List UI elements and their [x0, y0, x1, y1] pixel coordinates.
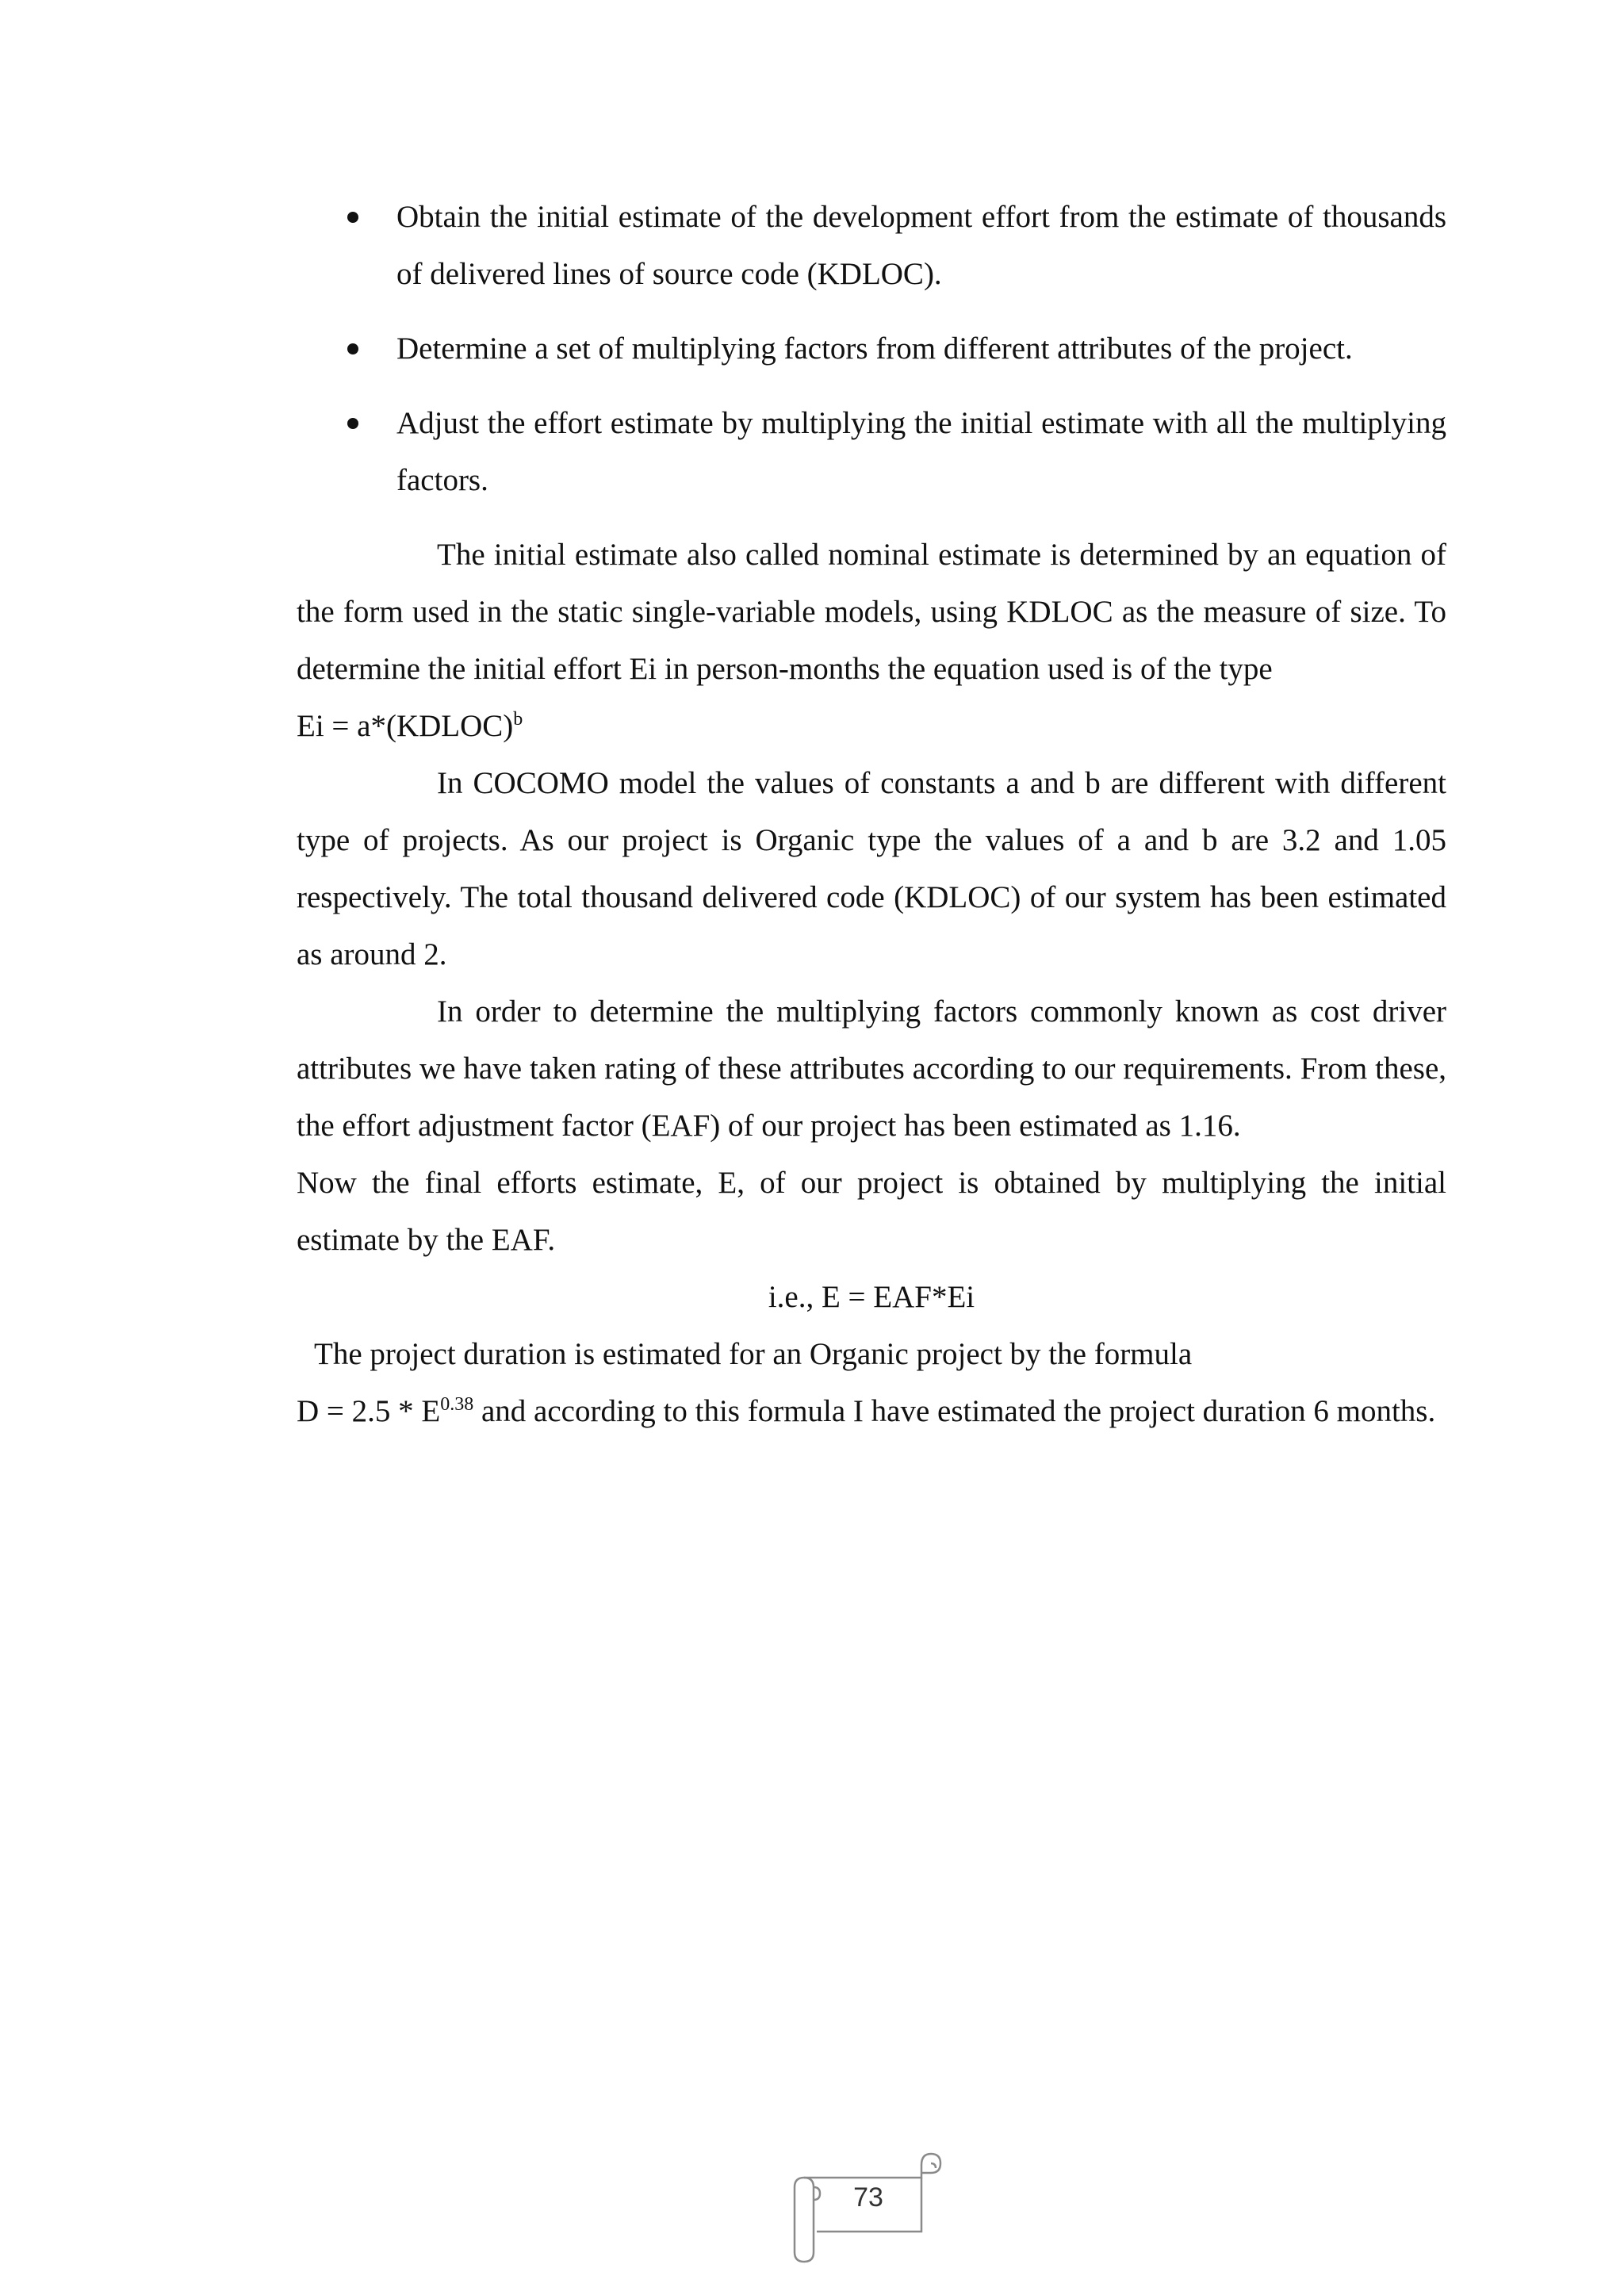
bullet-list — [297, 189, 1446, 509]
paragraph-duration-formula — [297, 1383, 1446, 1440]
duration-formula-prefix: D = 2.5 * E — [297, 1394, 441, 1428]
bullet-icon — [347, 212, 358, 223]
paragraph-initial-estimate: The initial estimate also called nominal estimate is determined by an equation of the form used in the static single-variable models, using KDLOC as the measure of size. To determine the initial effort Ei in person-months the equation used is of the type — [297, 538, 1446, 686]
equation-exponent: b — [513, 709, 523, 730]
bullet-text: Adjust the effort estimate by multiplying the initial estimate with all the multiplying factors. — [396, 406, 1446, 497]
bullet-item — [297, 189, 1446, 303]
page-content — [297, 189, 1446, 1440]
bullet-item — [297, 395, 1446, 509]
paragraph-duration-intro: The project duration is estimated for an Organic project by the formula — [314, 1337, 1193, 1371]
paragraph-multiplying-factors: In order to determine the multiplying factors commonly known as cost driver attributes we have taken rating of these attributes according to our requirements. From these, the effort adjustment factor (EAF) of our project has been estimated as 1.16. — [297, 994, 1446, 1143]
paragraph-final-estimate: Now the final efforts estimate, E, of our project is obtained by multiplying the initial estimate by the EAF. — [297, 1166, 1446, 1257]
bullet-text: Obtain the initial estimate of the development effort from the estimate of thousands of delivered lines of source code (KDLOC). — [396, 200, 1446, 291]
paragraph-cocomo-constants: In COCOMO model the values of constants a and b are different with different type of projects. As our project is Organic type the values of a and b are 3.2 and 1.05 respectively. The total thousand delivered code (KDLOC) of our system has been estimated as around 2. — [297, 766, 1446, 971]
equation-initial-effort — [297, 698, 1446, 755]
equation-final-effort: i.e., E = EAF*Ei — [768, 1280, 975, 1314]
bullet-icon — [347, 343, 358, 354]
page-number-scroll — [790, 2149, 947, 2268]
duration-formula-exponent: 0.38 — [440, 1394, 474, 1415]
bullet-item — [297, 320, 1446, 377]
bullet-text: Determine a set of multiplying factors from different attributes of the project. — [396, 331, 1353, 366]
duration-formula-suffix: and according to this formula I have estimated the project duration 6 months. — [473, 1394, 1436, 1428]
page-number: 73 — [853, 2182, 883, 2213]
bullet-icon — [347, 418, 358, 429]
equation-base: Ei = a*(KDLOC) — [297, 709, 514, 743]
